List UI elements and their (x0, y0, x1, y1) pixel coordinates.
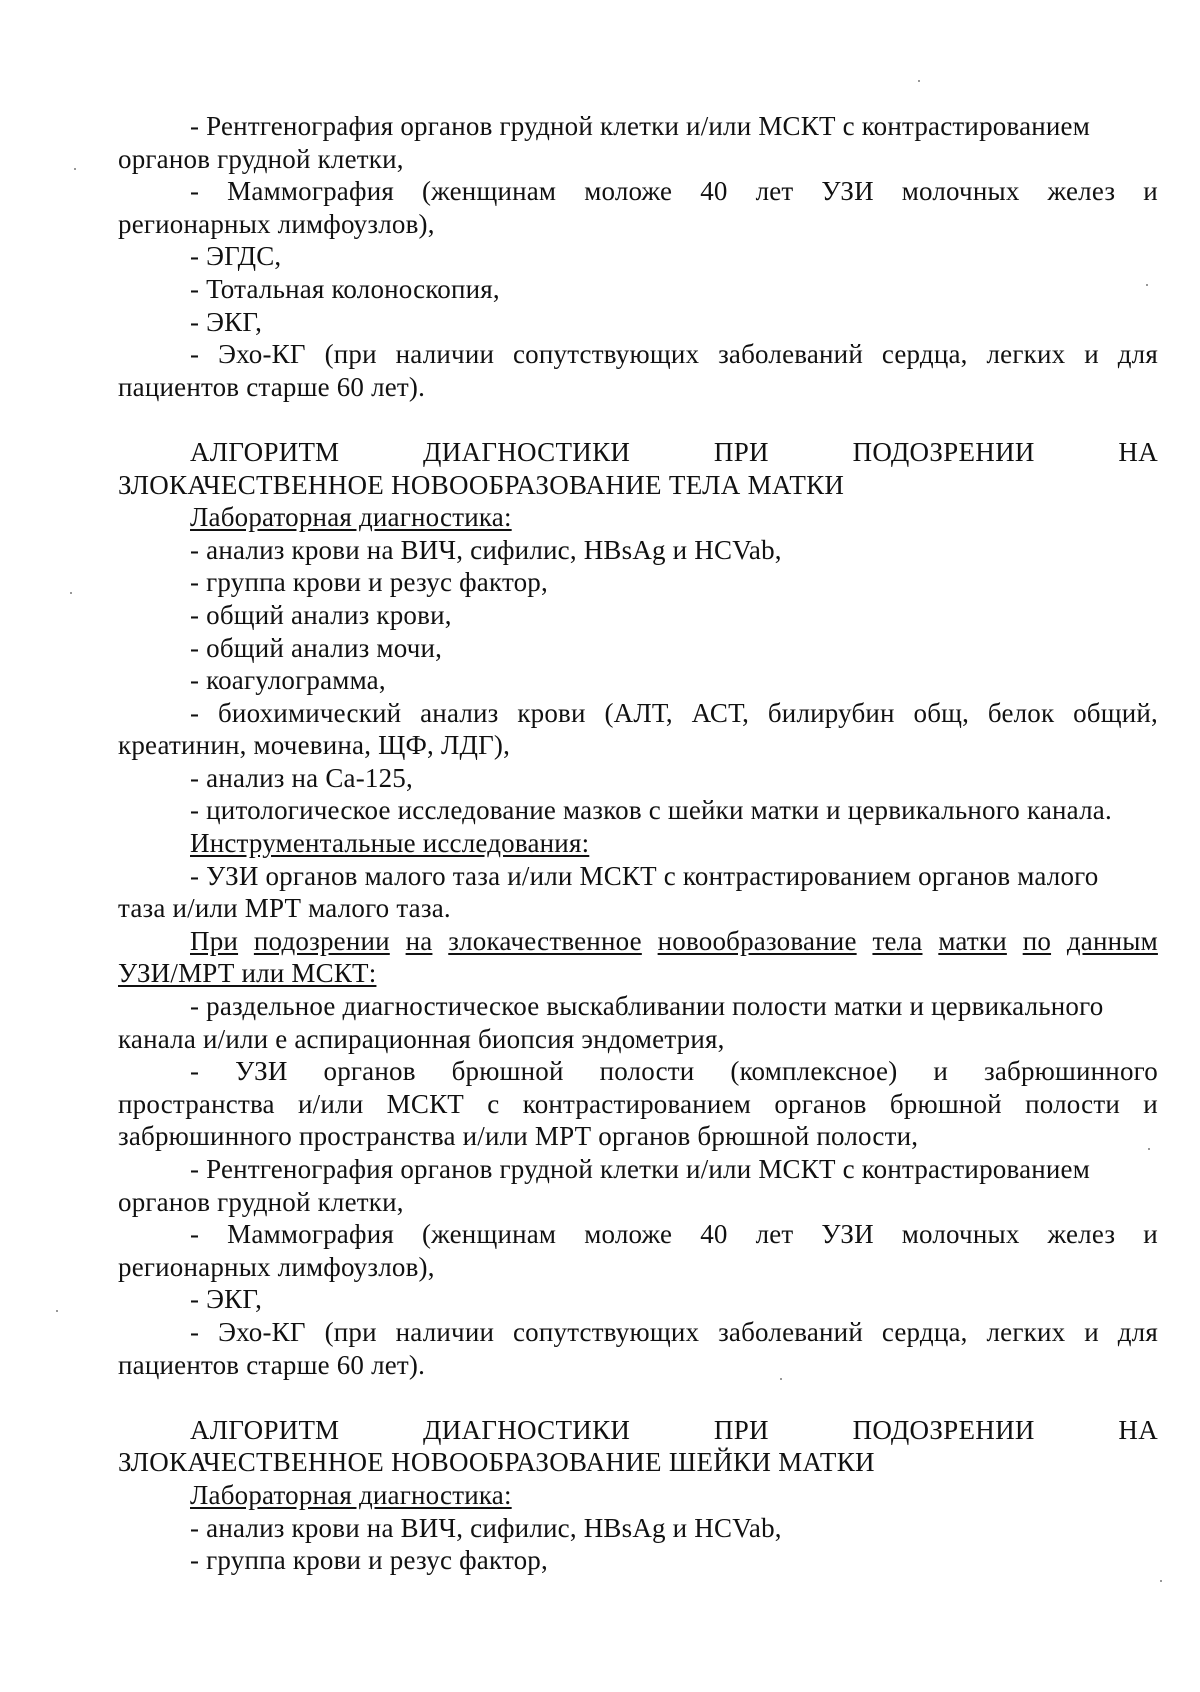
scan-speck (918, 80, 920, 82)
list-item-xray-cont: органов грудной клетки, (118, 1186, 404, 1217)
list-item-mammography-cont: регионарных лимфоузлов), (118, 1251, 435, 1282)
list-item-biochem: - биохимический анализ крови (АЛТ, АСТ, билирубин общ, белок общий, (190, 697, 1158, 728)
list-item-echo: - Эхо-КГ (при наличии сопутствующих заболеваний сердца, легких и для (190, 339, 1158, 370)
list-item-curettage-cont: канала и/или е аспирационная биопсия эндометрия, (118, 1023, 725, 1054)
list-item: - группа крови и резус фактор, (190, 567, 548, 598)
list-item: - общий анализ мочи, (190, 632, 443, 663)
section-heading-cervix: АЛГОРИТМ ДИАГНОСТИКИ ПРИ ПОДОЗРЕНИИ НА (190, 1414, 1158, 1445)
list-item-mammography-cont: регионарных лимфоузлов), (118, 208, 435, 239)
list-item-pelvic-uzi: - УЗИ органов малого таза и/или МСКТ с контрастированием органов малого (190, 860, 1099, 891)
list-item-echo-cont: пациентов старше 60 лет). (118, 1349, 426, 1380)
list-item-egds: - ЭГДС, (190, 241, 282, 272)
section-heading-uterus-body: АЛГОРИТМ ДИАГНОСТИКИ ПРИ ПОДОЗРЕНИИ НА (190, 436, 1158, 467)
list-item: - анализ крови на ВИЧ, сифилис, HBsAg и HCVab, (190, 534, 782, 565)
spacer (118, 403, 1158, 436)
subheading-suspicion: При подозрении на злокачественное новообразование тела матки по данным (190, 925, 1158, 956)
list-item-curettage: - раздельное диагностическое выскабливании полости матки и цервикального (190, 991, 1104, 1022)
list-item: - коагулограмма, (190, 665, 386, 696)
section-heading-cervix-cont: ЗЛОКАЧЕСТВЕННОЕ НОВООБРАЗОВАНИЕ ШЕЙКИ МАТКИ (118, 1447, 875, 1478)
document-body (118, 110, 1158, 1577)
list-item: - группа крови и резус фактор, (190, 1545, 548, 1576)
subheading-lab: Лабораторная диагностика: (190, 502, 512, 533)
list-item-echo: - Эхо-КГ (при наличии сопутствующих заболеваний сердца, легких и для (190, 1316, 1158, 1347)
subheading-instrumental: Инструментальные исследования: (190, 828, 590, 859)
list-item-biochem-cont: креатинин, мочевина, ЩФ, ЛДГ), (118, 730, 511, 761)
list-item-xray: - Рентгенография органов грудной клетки и/или МСКТ с контрастированием (190, 111, 1091, 141)
list-item-abdominal-uzi: - УЗИ органов брюшной полости (комплексное) и забрюшинного (190, 1056, 1158, 1087)
list-item-echo-cont: пациентов старше 60 лет). (118, 371, 426, 402)
list-item: - анализ крови на ВИЧ, сифилис, HBsAg и HCVab, (190, 1512, 782, 1543)
subheading-lab: Лабораторная диагностика: (190, 1479, 512, 1510)
list-item-xray-cont: органов грудной клетки, (118, 143, 404, 174)
list-item-ecg: - ЭКГ, (190, 306, 263, 337)
list-item-xray: - Рентгенография органов грудной клетки и/или МСКТ с контрастированием (190, 1154, 1091, 1184)
list-item-ecg: - ЭКГ, (190, 1284, 263, 1315)
scan-speck (70, 592, 72, 594)
list-item: - цитологическое исследование мазков с шейки матки и цервикального канала. (190, 795, 1112, 826)
list-item-abdominal-uzi-cont2: забрюшинного пространства и/или МРТ органов брюшной полости, (118, 1121, 919, 1152)
list-item-colonoscopy: - Тотальная колоноскопия, (190, 273, 500, 304)
list-item-abdominal-uzi-cont: пространства и/или МСКТ с контрастированием органов брюшной полости и (118, 1088, 1158, 1119)
list-item: - общий анализ крови, (190, 599, 452, 630)
scan-speck (1160, 1580, 1162, 1582)
spacer (118, 1381, 1158, 1414)
subheading-suspicion-cont: УЗИ/МРТ или МСКТ: (118, 958, 377, 989)
section-heading-uterus-body-cont: ЗЛОКАЧЕСТВЕННОЕ НОВООБРАЗОВАНИЕ ТЕЛА МАТКИ (118, 469, 845, 500)
list-item-mammography: - Маммография (женщинам моложе 40 лет УЗИ молочных желез и (190, 1219, 1158, 1250)
list-item-mammography: - Маммография (женщинам моложе 40 лет УЗИ молочных желез и (190, 176, 1158, 207)
list-item: - анализ на Са-125, (190, 762, 413, 793)
scan-speck (56, 1310, 58, 1312)
list-item-pelvic-uzi-cont: таза и/или МРТ малого таза. (118, 893, 451, 924)
scan-speck (74, 168, 76, 170)
